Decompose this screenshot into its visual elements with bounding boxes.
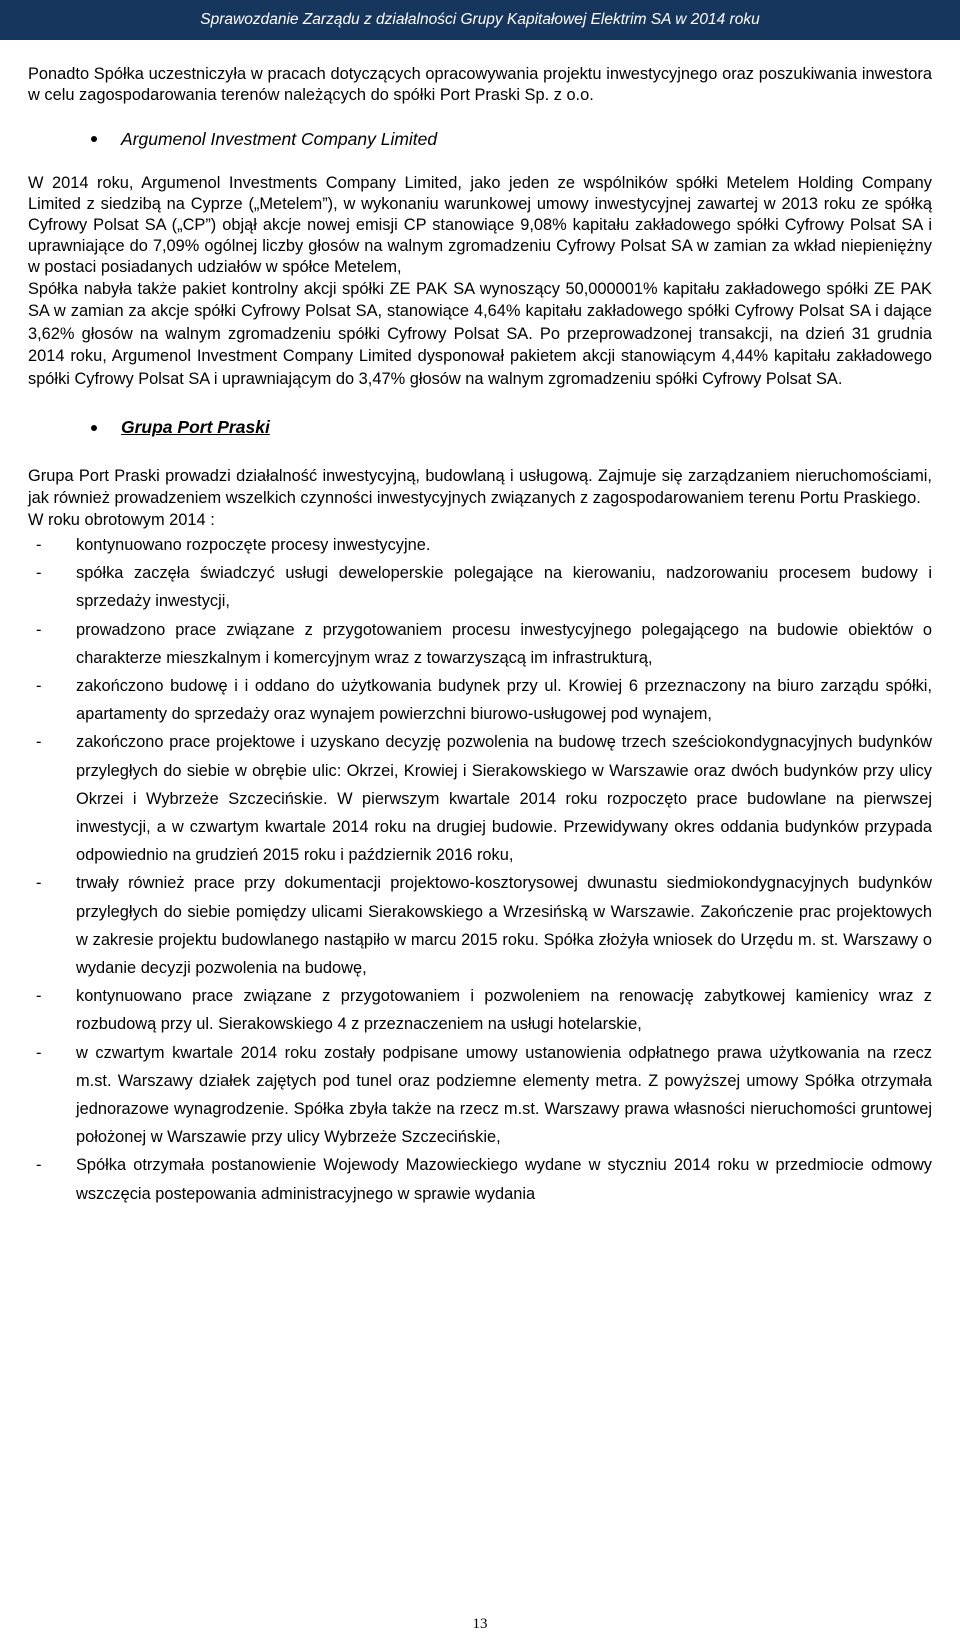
- list-item: - w czwartym kwartale 2014 roku zostały podpisane umowy ustanowienia odpłatnego prawa użytkowania na rzecz m.st. Warszawy działek zajętych pod tunel oraz podziemne elementy metra. Z powyższej umowy Spółka otrzymała jednorazowe wynagrodzenie. Spółka zbyła także na rzecz m.st. Warszawy prawa własności nieruchomości gruntowej położonej w Warszawie przy ulicy Wybrzeże Szczecińskie,: [28, 1039, 932, 1152]
- intro-paragraph: Ponadto Spółka uczestniczyła w pracach dotyczących opracowywania projektu inwestycyjnego oraz poszukiwania inwestora w celu zagospodarowania terenów należących do spółki Port Praski Sp. z o.o.: [28, 65, 932, 104]
- list-item: - prowadzono prace związane z przygotowaniem procesu inwestycyjnego polegającego na budowie obiektów o charakterze mieszkalnym i komercyjnym wraz z towarzyszącą im infrastrukturą,: [28, 616, 932, 672]
- page-header: [0, 0, 960, 40]
- bullet-dot-icon: [91, 136, 97, 142]
- document-body: [28, 64, 932, 1208]
- page-number: 13: [472, 1616, 488, 1632]
- section1-heading: [28, 128, 932, 151]
- section2-title: Grupa Port Praski: [121, 417, 270, 438]
- list-item: - trwały również prace przy dokumentacji projektowo-kosztorysowej dwunastu siedmiokondygnacyjnych budynków przyległych do siebie pomiędzy ulicami Sierakowskiego a Wrzesińską w Warszawie. Zakończenie prac projektowych w zakresie projektu budowlanego nastąpiło w marcu 2015 roku. Spółka złożyła wniosek do Urzędu m. st. Warszawy o wydanie decyzji pozwolenia na budowę,: [28, 869, 932, 982]
- header-title: Sprawozdanie Zarządu z działalności Grupy Kapitałowej Elektrim SA w 2014 roku: [200, 11, 760, 28]
- list-item: - zakończono prace projektowe i uzyskano decyzję pozwolenia na budowę trzech sześciokondygnacyjnych budynków przyległych do siebie w obrębie ulic: Okrzei, Krowiej i Sierakowskiego w Warszawie oraz dwóch budynków przy ulicy Okrzei i Wybrzeże Szczecińskie. W pierwszym kwartale 2014 roku rozpoczęto prace budowlane na pierwszej inwestycji, a w czwartym kwartale 2014 roku na drugiej budowie. Przewidywany okres oddania budynków przypada odpowiednio na grudzień 2015 roku i październik 2016 roku,: [28, 728, 932, 869]
- section2-heading: [28, 416, 932, 439]
- list-item: - kontynuowano rozpoczęte procesy inwestycyjne.: [28, 531, 932, 559]
- section2-paragraph-1: Grupa Port Praski prowadzi działalność inwestycyjną, budowlaną i usługową. Zajmuje się zarządzaniem nieruchomościami, jak również prowadzeniem wszelkich czynności inwestycyjnych związanych z zagospodarowaniem terenu Portu Praskiego.: [28, 466, 932, 507]
- section1-paragraph-2: Spółka nabyła także pakiet kontrolny akcji spółki ZE PAK SA wynoszący 50,000001% kapitału zakładowego spółki ZE PAK SA w zamian za akcje spółki Cyfrowy Polsat SA, stanowiące 4,64% kapitału zakładowego spółki Cyfrowy Polsat SA i dające 3,62% głosów na walnym zgromadzeniu spółki Cyfrowy Polsat SA. Po przeprowadzonej transakcji, na dzień 31 grudnia 2014 roku, Argumenol Investment Company Limited dysponował pakietem akcji stanowiącym 4,44% kapitału zakładowego spółki Cyfrowy Polsat SA i uprawniającym do 3,47% głosów na walnym zgromadzeniu spółki Cyfrowy Polsat SA.: [28, 279, 932, 388]
- section1-title: Argumenol Investment Company Limited: [121, 129, 438, 149]
- bullet-dot-icon: [91, 425, 97, 431]
- list-item: - zakończono budowę i i oddano do użytkowania budynek przy ul. Krowiej 6 przeznaczony na biuro zarządu spółki, apartamenty do sprzedaży oraz wynajem powierzchni biurowo-usługowej pod wynajem,: [28, 672, 932, 728]
- section1-paragraph-1: W 2014 roku, Argumenol Investments Company Limited, jako jeden ze wspólników spółki Metelem Holding Company Limited z siedzibą na Cyprze („Metelem”), w wykonaniu warunkowej umowy inwestycyjnej zawartej w 2013 roku ze spółką Cyfrowy Polsat SA („CP”) objął akcje nowej emisji CP stanowiące 9,08% kapitału zakładowego spółki Cyfrowy Polsat SA i uprawniające do 7,09% ogólnej liczby głosów na walnym zgromadzeniu Cyfrowy Polsat SA w zamian za wkład niepieniężny w postaci posiadanych udziałów w spółce Metelem,: [28, 173, 932, 276]
- activity-list: [28, 531, 932, 1208]
- list-item: - Spółka otrzymała postanowienie Wojewody Mazowieckiego wydane w styczniu 2014 roku w przedmiocie odmowy wszczęcia postepowania administracyjnego w sprawie wydania: [28, 1151, 932, 1207]
- year-label: W roku obrotowym 2014 :: [28, 510, 215, 529]
- list-item: - spółka zaczęła świadczyć usługi deweloperskie polegające na kierowaniu, nadzorowaniu procesem budowy i sprzedaży inwestycji,: [28, 559, 932, 615]
- list-item: - kontynuowano prace związane z przygotowaniem i pozwoleniem na renowację zabytkowej kamienicy wraz z rozbudową przy ul. Sierakowskiego 4 z przeznaczeniem na usługi hotelarskie,: [28, 982, 932, 1038]
